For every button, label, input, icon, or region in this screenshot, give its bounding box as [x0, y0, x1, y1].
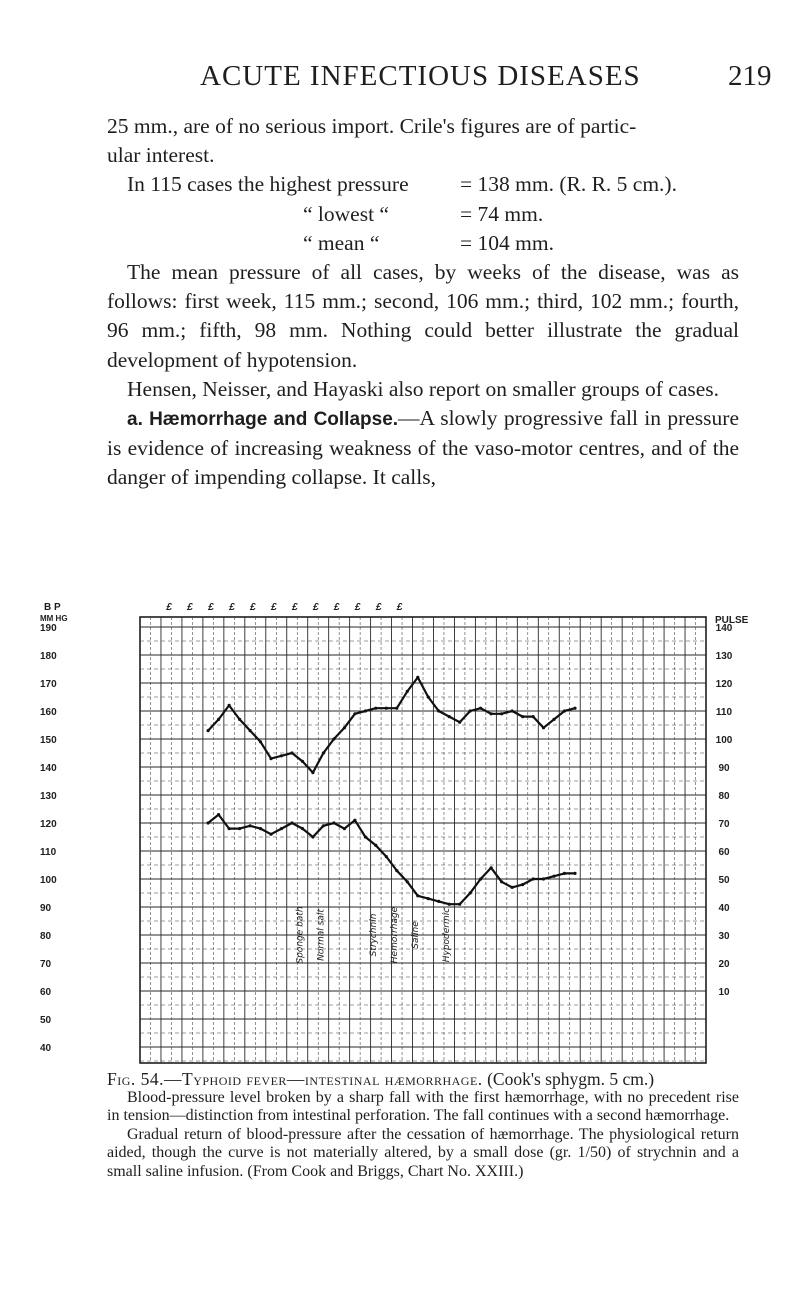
handwritten-annotation: Hemorrhage: [389, 906, 400, 964]
pulse-point: [563, 709, 566, 712]
bp-tick-label: 50: [40, 1015, 52, 1026]
pulse-tick-label: 60: [718, 847, 730, 858]
blood-pressure-point: [395, 869, 398, 872]
blood-pressure-point: [259, 827, 262, 830]
blood-pressure-point: [563, 872, 566, 875]
pulse-point: [510, 709, 513, 712]
bp-tick-label: 90: [40, 903, 52, 914]
pulse-point: [332, 737, 335, 740]
pulse-tick-label: 90: [718, 763, 730, 774]
bp-tick-label: 70: [40, 959, 52, 970]
bp-tick-label: 120: [40, 819, 57, 830]
blood-pressure-point: [406, 880, 409, 883]
pulse-point: [269, 757, 272, 760]
page-number: 219: [728, 60, 772, 92]
pulse-tick-label: 80: [718, 791, 730, 802]
blood-pressure-point: [353, 819, 356, 822]
hour-mark-label: £: [250, 602, 256, 613]
pulse-point: [364, 709, 367, 712]
pulse-point: [448, 715, 451, 718]
blood-pressure-point: [290, 821, 293, 824]
pulse-point: [427, 695, 430, 698]
bp-tick-label: 60: [40, 987, 52, 998]
pulse-point: [395, 707, 398, 710]
pulse-point: [311, 771, 314, 774]
handwritten-annotation: Strychnin: [368, 913, 379, 957]
caption-title-line: [107, 1070, 739, 1089]
blood-pressure-point: [228, 827, 231, 830]
blood-pressure-point: [479, 877, 482, 880]
hour-mark-label: £: [312, 602, 319, 613]
hour-mark-label: £: [229, 602, 235, 613]
paragraph-mean-pressure: The mean pressure of all cases, by weeks of the disease, was as follows: first week, 115 mm.; second, 106 mm.; third, 102 mm.; fourth, 96 mm.; fifth, 98 mm. Nothing could better illustrate the gradual development of hypotension.: [107, 259, 739, 372]
pulse-point: [290, 751, 293, 754]
figure-source: (Cook's sphygm. 5 cm.): [487, 1069, 655, 1089]
hour-mark-label: £: [208, 602, 214, 613]
pulse-point: [228, 704, 231, 707]
blood-pressure-point: [364, 835, 367, 838]
pulse-point: [469, 709, 472, 712]
pulse-point: [521, 715, 524, 718]
blood-pressure-point: [385, 855, 388, 858]
hour-mark-label: £: [333, 602, 340, 613]
pulse-point: [458, 721, 461, 724]
pulse-tick-label: 130: [715, 651, 733, 662]
pulse-tick-label: 40: [718, 903, 730, 914]
stat-intro: In 115 cases the highest pressure: [127, 172, 409, 197]
pulse-point: [573, 707, 576, 710]
blood-pressure-point: [332, 821, 335, 824]
pulse-point: [490, 712, 493, 715]
pulse-point: [217, 718, 220, 721]
pulse-axis-header: PULSE: [715, 615, 749, 626]
hour-mark-label: £: [375, 602, 382, 613]
pulse-tick-label: 10: [718, 987, 730, 998]
chart-svg: [0, 585, 800, 1065]
paragraph-haemorrhage: [107, 404, 739, 493]
pulse-point: [249, 729, 252, 732]
blood-pressure-point: [510, 886, 513, 889]
hour-mark-label: £: [166, 602, 172, 613]
blood-pressure-point: [322, 824, 325, 827]
stat-highest: [107, 170, 739, 199]
stat-highest-value: = 138 mm. (R. R. 5 cm.).: [460, 172, 677, 197]
handwritten-annotation: Saline: [410, 921, 421, 949]
blood-pressure-point: [458, 903, 461, 906]
bp-tick-label: 140: [40, 763, 57, 774]
blood-pressure-point: [311, 835, 314, 838]
blood-pressure-point: [343, 827, 346, 830]
bp-tick-label: 40: [40, 1043, 52, 1054]
paragraph-hensen: Hensen, Neisser, and Hayaski also report on smaller groups of cases.: [127, 376, 720, 401]
handwritten-annotation: Sponge bath: [295, 906, 306, 964]
chart-grid: [140, 617, 706, 1063]
pulse-point: [238, 718, 241, 721]
pulse-point: [385, 707, 388, 710]
pulse-point: [301, 760, 304, 763]
figure-title: —Typhoid fever—intestinal hæmorrhage.: [164, 1069, 483, 1089]
pulse-point: [353, 712, 356, 715]
figure-caption: [107, 1070, 739, 1181]
blood-pressure-point: [552, 875, 555, 878]
pulse-point: [437, 709, 440, 712]
pulse-point: [280, 754, 283, 757]
blood-pressure-point: [416, 894, 419, 897]
figure-label: Fig. 54.: [107, 1069, 165, 1089]
mmhg-axis-header: MM HG: [40, 614, 68, 623]
pulse-tick-label: 120: [715, 679, 733, 690]
blood-pressure-point: [542, 877, 545, 880]
stat-lowest: [107, 200, 739, 229]
blood-pressure-point: [269, 833, 272, 836]
blood-pressure-point: [437, 900, 440, 903]
caption-paragraph-1: Blood-pressure level broken by a sharp fall with the first hæmorrhage, with no precedent rise in tension—distinction from intestinal perforation. The fall continues with a second hæmorrhage.: [107, 1088, 739, 1124]
pulse-point: [322, 751, 325, 754]
bp-tick-label: 180: [40, 651, 57, 662]
handwritten-annotation: Hypodermic: [442, 907, 453, 963]
blood-pressure-chart: [0, 585, 800, 1065]
pulse-point: [532, 715, 535, 718]
pulse-tick-label: 100: [715, 735, 733, 746]
hour-mark-label: £: [291, 602, 298, 613]
hour-mark-label: £: [271, 602, 277, 613]
handwritten-annotation: Normal salt: [316, 909, 327, 961]
body-line-1: 25 mm., are of no serious import. Crile's figures are of partic-: [107, 114, 637, 138]
bp-tick-label: 110: [40, 847, 57, 858]
blood-pressure-point: [249, 824, 252, 827]
blood-pressure-point: [207, 821, 210, 824]
running-title: ACUTE INFECTIOUS DISEASES: [200, 60, 641, 92]
blood-pressure-point: [427, 897, 430, 900]
section-label: a. Hæmorrhage and Collapse.: [127, 408, 399, 430]
hour-mark-label: £: [396, 602, 403, 613]
pulse-point: [552, 718, 555, 721]
bp-tick-label: 130: [40, 791, 57, 802]
pulse-point: [259, 740, 262, 743]
hour-mark-label: £: [187, 602, 193, 613]
blood-pressure-point: [238, 827, 241, 830]
hour-mark-label: £: [354, 602, 361, 613]
pulse-tick-label: 20: [718, 959, 730, 970]
blood-pressure-point: [280, 827, 283, 830]
body-text: [107, 112, 739, 493]
stat-mean-value: = 104 mm.: [460, 230, 554, 255]
pulse-tick-label: 110: [715, 707, 733, 718]
bp-tick-label: 150: [40, 735, 57, 746]
caption-paragraph-2: Gradual return of blood-pressure after the cessation of hæmorrhage. The physiological return aided, though the curve is not materially altered, by a small dose (gr. 1/50) of strychnin and a small saline infusion. (From Cook and Briggs, Chart No. XXIII.): [107, 1125, 739, 1180]
section-text: —A slowly progressive fall in pressure is evidence of increasing weakness of the vaso-motor centres, and of the danger of impending collapse. It calls,: [107, 405, 739, 490]
bp-axis-header: B P: [44, 602, 61, 613]
pulse-point: [500, 712, 503, 715]
pulse-point: [479, 707, 482, 710]
blood-pressure-point: [490, 866, 493, 869]
blood-pressure-point: [573, 872, 576, 875]
pulse-point: [542, 726, 545, 729]
stat-mean: [107, 229, 739, 258]
running-header: [0, 60, 800, 100]
blood-pressure-point: [532, 877, 535, 880]
pulse-point: [374, 707, 377, 710]
blood-pressure-point: [469, 891, 472, 894]
blood-pressure-point: [448, 903, 451, 906]
blood-pressure-point: [374, 844, 377, 847]
pulse-point: [207, 729, 210, 732]
stat-lowest-label: “ lowest “: [303, 201, 389, 226]
pulse-tick-label: 30: [718, 931, 730, 942]
pulse-tick-label: 50: [718, 875, 730, 886]
stat-mean-label: “ mean “: [303, 230, 380, 255]
bp-tick-label: 80: [40, 931, 52, 942]
bp-tick-label: 170: [40, 679, 57, 690]
blood-pressure-point: [301, 827, 304, 830]
axis-ticks: [40, 602, 733, 1054]
blood-pressure-point: [500, 880, 503, 883]
pulse-point: [416, 676, 419, 679]
pulse-point: [343, 726, 346, 729]
bp-tick-label: 190: [40, 623, 57, 634]
blood-pressure-point: [521, 883, 524, 886]
stat-lowest-value: = 74 mm.: [460, 201, 544, 226]
blood-pressure-point: [217, 813, 220, 816]
bp-tick-label: 160: [40, 707, 57, 718]
pulse-point: [406, 690, 409, 693]
pulse-tick-label: 140: [715, 623, 733, 634]
bp-tick-label: 100: [40, 875, 57, 886]
body-line-2: ular interest.: [107, 143, 215, 168]
pulse-tick-label: 70: [718, 819, 730, 830]
